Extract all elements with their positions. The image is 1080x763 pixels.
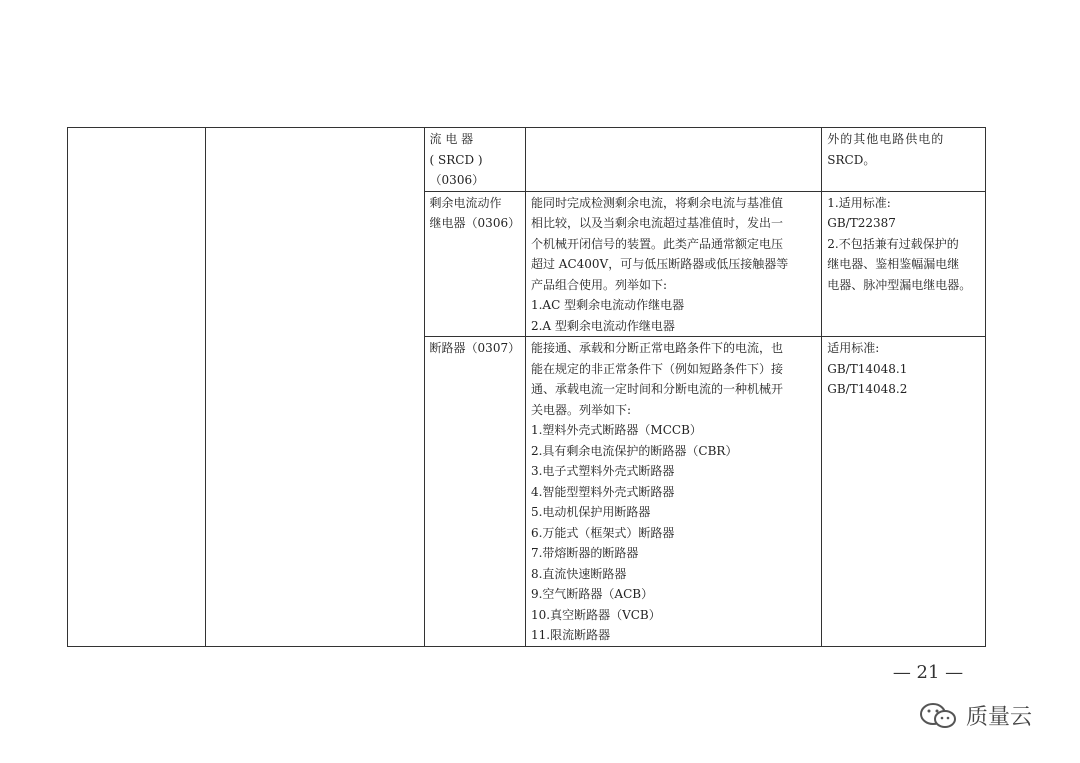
description-line: 关电器。列举如下: [530, 402, 632, 417]
wechat-icon [918, 701, 960, 731]
empty-cell-col1 [68, 128, 206, 647]
notes-cell [822, 191, 986, 337]
notes-line: 1.适用标准: [827, 195, 891, 210]
description-line: 4.智能型塑料外壳式断路器 [530, 484, 675, 499]
watermark-text: 质量云 [966, 705, 1033, 730]
description-line: 能在规定的非正常条件下（例如短路条件下）接 [530, 361, 783, 376]
description-line: 3.电子式塑料外壳式断路器 [530, 464, 675, 478]
description-line: 能接通、承载和分断正常电路条件下的电流，也 [530, 341, 783, 355]
product-name-line: ( SRCD ) [429, 152, 483, 167]
description-line: 能同时完成检测剩余电流，将剩余电流与基准值 [530, 195, 783, 210]
table-row [68, 128, 986, 192]
description-line: 10.真空断路器（VCB） [530, 607, 661, 622]
description-cell [525, 191, 821, 337]
watermark [918, 700, 1032, 731]
description-line: 8.直流快速断路器 [530, 566, 627, 581]
notes-line: 继电器、鉴相鉴幅漏电继 [827, 257, 960, 271]
description-cell [525, 128, 821, 192]
notes-line: 适用标准: [827, 341, 880, 355]
description-cell [525, 337, 821, 647]
product-name-cell [424, 337, 525, 647]
product-name-cell [424, 128, 525, 192]
description-line: 7.带熔断器的断路器 [530, 546, 639, 560]
description-line: 1.塑料外壳式断路器（MCCB） [530, 423, 702, 437]
standards-table [67, 127, 986, 647]
description-line: 11.限流断路器 [530, 628, 611, 642]
notes-cell [822, 337, 986, 647]
description-line: 6.万能式（框架式）断路器 [530, 525, 675, 540]
notes-line: GB/T14048.1 [827, 361, 908, 376]
notes-cell [822, 128, 986, 192]
description-line: 9.空气断路器（ACB） [530, 587, 654, 601]
description-line: 1.AC 型剩余电流动作继电器 [530, 298, 685, 312]
notes-line: GB/T14048.2 [827, 382, 908, 396]
notes-line: SRCD。 [827, 152, 876, 167]
description-line: 产品组合使用。列举如下: [530, 277, 668, 292]
empty-cell-col2 [205, 128, 424, 647]
notes-line: 2.不包括兼有过载保护的 [827, 236, 959, 251]
product-name-line: 剩余电流动作 [429, 195, 502, 210]
description-line: 超过 AC400V，可与低压断路器或低压接触器等 [530, 257, 789, 271]
product-name-cell [424, 191, 525, 337]
description-line: 2.A 型剩余电流动作继电器 [530, 318, 675, 333]
notes-line: 电器、脉冲型漏电继电器。 [827, 277, 972, 292]
description-line: 相比较，以及当剩余电流超过基准值时，发出一 [530, 216, 783, 230]
description-line: 个机械开闭信号的装置。此类产品通常额定电压 [530, 236, 783, 251]
product-name-line: 流 电 器 [429, 132, 474, 146]
description-line: 5.电动机保护用断路器 [530, 505, 651, 519]
product-name-line: （0306） [429, 173, 485, 187]
description-line: 通、承载电流一定时间和分断电流的一种机械开 [530, 382, 783, 396]
product-name-line: 断路器（0307） [429, 341, 521, 355]
product-name-line: 继电器（0306） [429, 216, 521, 230]
notes-line: 外的其他电路供电的 [827, 132, 945, 146]
page-number: — 21 — [892, 662, 964, 683]
notes-line: GB/T22387 [827, 216, 896, 230]
description-line: 2.具有剩余电流保护的断路器（CBR） [530, 443, 738, 458]
